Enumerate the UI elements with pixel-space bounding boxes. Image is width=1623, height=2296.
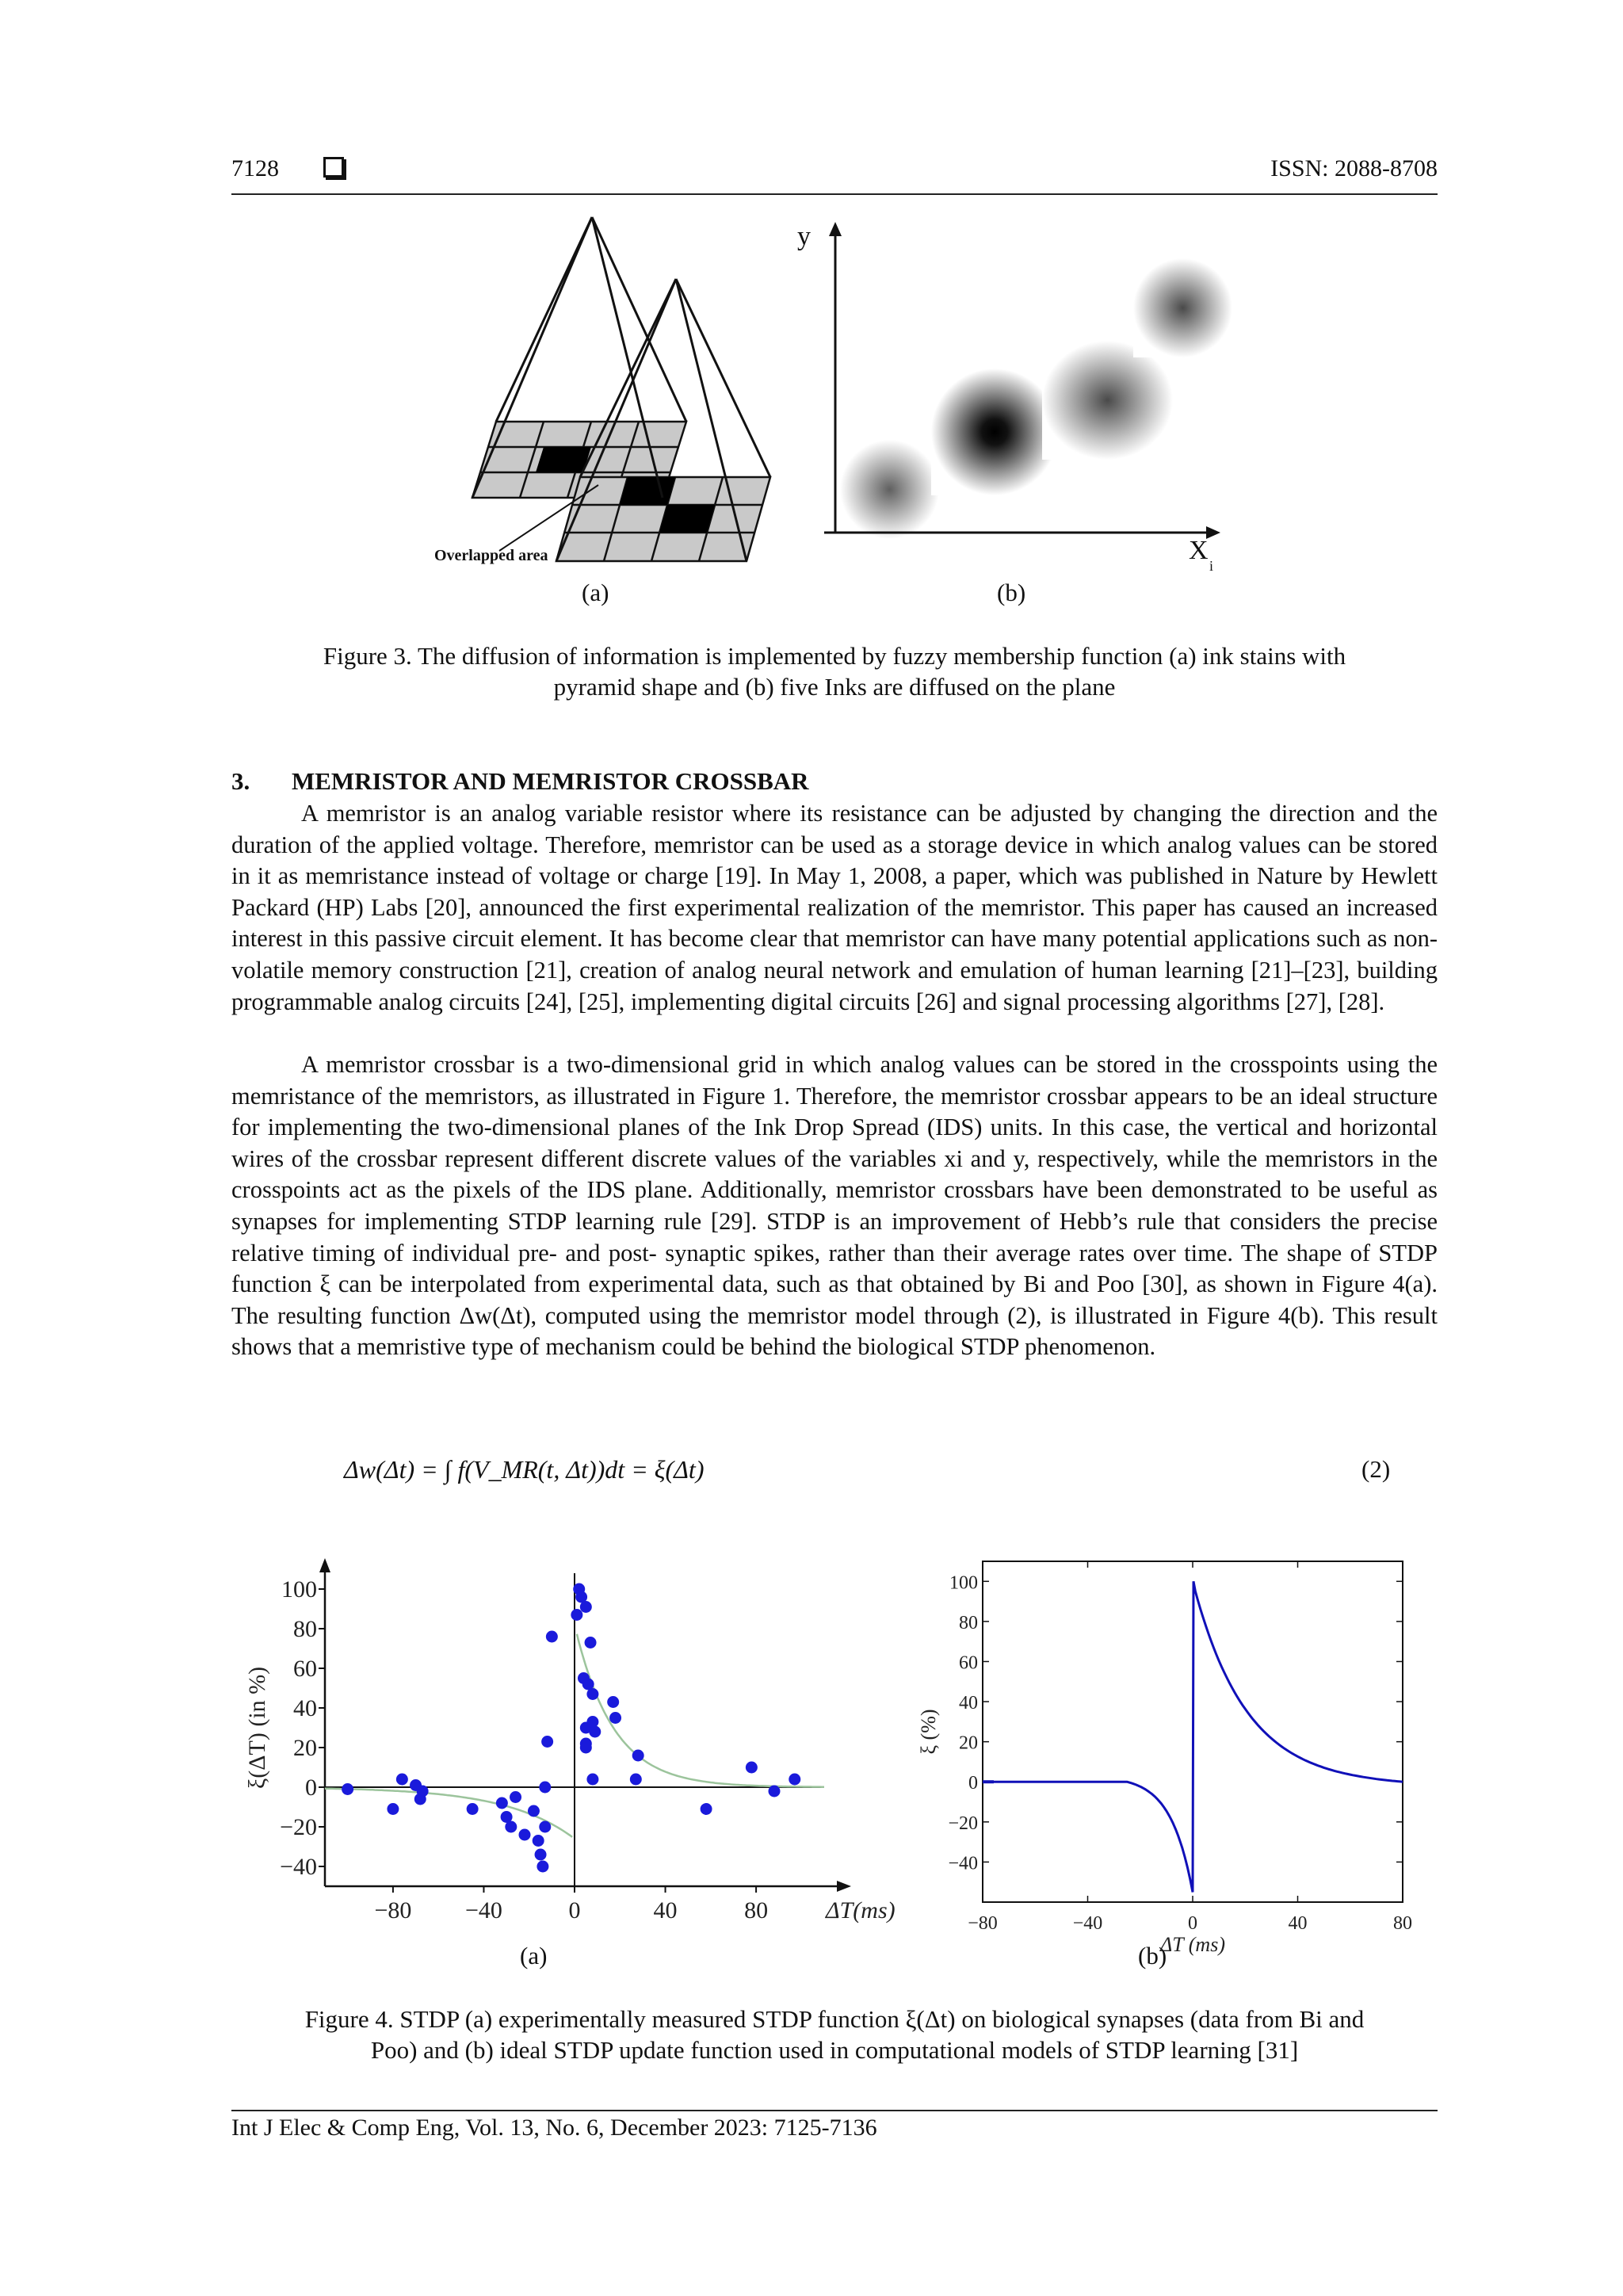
y-axis-arrow (829, 222, 842, 236)
x-tick-label: 40 (653, 1897, 678, 1924)
y-tick-label: −20 (280, 1814, 317, 1840)
x-tick-label: 80 (1393, 1913, 1412, 1934)
data-point (580, 1601, 592, 1613)
axis-x-subscript: i (1209, 558, 1214, 574)
front-grid (556, 477, 770, 561)
data-point (533, 1835, 544, 1847)
data-point (571, 1609, 582, 1621)
figure3-sublabel-b: (b) (997, 579, 1026, 606)
data-point (789, 1774, 800, 1786)
figure4a-scatter-chart (238, 1545, 896, 1950)
y-tick-label: 100 (281, 1576, 317, 1603)
y-tick-label: 20 (293, 1735, 317, 1761)
journal-issn: ISSN: 2088-8708 (1270, 155, 1438, 181)
data-point (585, 1637, 597, 1648)
data-point (496, 1797, 508, 1809)
page-number: 7128 (231, 155, 279, 181)
figure4-caption-line2: Poo) and (b) ideal STDP update function used in computational models of STDP learning [31] (370, 2036, 1299, 2064)
x-tick-label: 80 (744, 1897, 769, 1924)
ink-stain-2 (931, 369, 1058, 495)
y-tick-label: −40 (280, 1854, 317, 1880)
data-point (519, 1829, 531, 1841)
header-square-icon (323, 157, 344, 178)
ink-stain-4 (1133, 258, 1232, 357)
y-axis-arrow (319, 1558, 330, 1572)
x-axis-arrow (837, 1881, 851, 1892)
figure4-caption-line1: Figure 4. STDP (a) experimentally measured STDP function ξ(Δt) on biological synapses (data from Bi and (304, 2005, 1365, 2033)
paragraph-2: A memristor crossbar is a two-dimensional grid in which analog values can be stored in the crosspoints using the memristance of the memristors, as illustrated in Figure 1. Therefore, the memristor crossbar appears to be an ideal structure for implementing the two-dimensional planes of the Ink Drop Spread (IDS) units. In this case, the vertical and horizontal wires of the crossbar represent different discrete values of the variables xi and y, respectively, while the memristors in the crosspoints act as the pixels of the IDS plane. Additionally, memristor crossbars have been demonstrated to be useful as synapses for implementing STDP learning rule [29]. STDP is an improvement of Hebb’s rule that considers the precise relative timing of individual pre- and post- synaptic spikes, rather than their average rates over time. The shape of STDP function ξ can be interpolated from experimental data, such as that obtained by Bi and Poo [30], as shown in Figure 4(a). The resulting function Δw(Δt), computed using the memristor model through (2), is illustrated in Figure 4(b). This result shows that a memristive type of mechanism could be behind the biological STDP phenomenon. (231, 1051, 1438, 1361)
x-tick-label: 40 (1288, 1913, 1308, 1934)
footer-citation: Int J Elec & Comp Eng, Vol. 13, No. 6, December 2023: 7125-7136 (231, 2115, 877, 2141)
y-tick-label: 60 (293, 1656, 317, 1682)
stdp-curve (983, 1581, 1403, 1892)
data-point (539, 1821, 551, 1833)
data-point (630, 1774, 642, 1786)
figure3-caption-line2: pyramid shape and (b) five Inks are diffused on the plane (553, 673, 1116, 701)
data-point (586, 1716, 598, 1728)
data-point (589, 1726, 601, 1738)
paragraph-1: A memristor is an analog variable resistor where its resistance can be adjusted by changing the direction and the duration of the applied voltage. Therefore, memristor can be used as a storage device in which analog values can be stored in it as memristance instead of voltage or charge [19]. In May 1, 2008, a paper, which was published in Nature by Hewlett Packard (HP) Labs [20], announced the first experimental realization of the memristor. This paper has caused an increased interest in this passive circuit element. It has become clear that memristor can have many potential applications such as non-volatile memory construction [21], creation of analog neural network and emulation of human learning [21]–[23], building programmable analog circuits [24], [25], implementing digital circuits [26] and signal processing algorithms [27], [28]. (231, 800, 1438, 1015)
fit-curve-positive (577, 1634, 824, 1787)
y-tick-label: 0 (968, 1773, 978, 1794)
figure3-caption (231, 640, 1438, 702)
data-point (546, 1631, 558, 1643)
figure3-sublabel-a: (a) (582, 579, 609, 606)
data-point (607, 1696, 619, 1708)
x-tick-label: −80 (968, 1913, 998, 1934)
footer-rule (231, 2110, 1438, 2111)
x-tick-label: 0 (1188, 1913, 1197, 1934)
data-point (510, 1791, 521, 1803)
data-point (586, 1688, 598, 1700)
section-heading (231, 767, 809, 796)
x-tick-label: −40 (1072, 1913, 1103, 1934)
data-point (467, 1803, 479, 1815)
equation-number: (2) (1361, 1455, 1391, 1483)
x-axis-label: ΔT (ms) (1160, 1933, 1225, 1956)
x-tick-label: 0 (568, 1897, 581, 1924)
figure3a-pyramid-diagram (428, 208, 792, 572)
x-tick-label: −80 (374, 1897, 412, 1924)
y-tick-label: 80 (959, 1612, 978, 1633)
section-number: 3. (231, 767, 250, 795)
y-tick-label: 40 (959, 1693, 978, 1714)
data-point (769, 1786, 781, 1797)
y-tick-label: 60 (959, 1652, 978, 1674)
y-tick-label: −40 (948, 1853, 978, 1874)
axis-y-label: y (797, 222, 811, 251)
y-axis-label: ξ(ΔT) (in %) (244, 1666, 270, 1790)
figure3b-ink-diffusion (800, 222, 1244, 579)
figure3-caption-line1: Figure 3. The diffusion of information is implemented by fuzzy membership function (a) ink stains with (323, 642, 1346, 670)
y-tick-label: 40 (293, 1695, 317, 1721)
data-point (609, 1712, 621, 1724)
data-point (539, 1782, 551, 1794)
data-point (387, 1803, 399, 1815)
data-point (586, 1774, 598, 1786)
x-tick-label: −40 (464, 1897, 502, 1924)
data-point (632, 1750, 644, 1762)
figure4-sublabel-a: (a) (520, 1942, 548, 1969)
data-point (580, 1742, 592, 1754)
data-point (535, 1849, 547, 1861)
data-point (342, 1783, 353, 1795)
y-tick-label: −20 (948, 1813, 978, 1834)
data-point (541, 1736, 553, 1748)
data-point (417, 1786, 429, 1797)
figure4b-line-chart (903, 1553, 1419, 1956)
data-point (746, 1762, 758, 1774)
data-point (701, 1803, 712, 1815)
header-rule (231, 193, 1438, 195)
y-tick-label: 80 (293, 1616, 317, 1642)
y-tick-label: 20 (959, 1733, 978, 1754)
y-tick-label: 0 (305, 1775, 317, 1801)
data-point (396, 1774, 408, 1786)
ink-stain-1 (840, 440, 939, 539)
overlapped-area-label: Overlapped area (434, 547, 548, 564)
data-point (505, 1821, 517, 1833)
ink-stain-3 (1042, 341, 1173, 460)
data-point (537, 1861, 548, 1873)
x-axis-arrow (1206, 526, 1220, 539)
data-point (528, 1805, 540, 1817)
figure4-sublabel-b: (b) (1138, 1942, 1167, 1969)
axis-x-label: X (1189, 536, 1209, 565)
y-tick-label: 100 (949, 1572, 978, 1594)
section-title: MEMRISTOR AND MEMRISTOR CROSSBAR (292, 767, 809, 795)
x-axis-label: ΔT(ms) (826, 1897, 896, 1924)
y-axis-label: ξ (%) (917, 1709, 940, 1755)
figure4-caption (231, 2004, 1438, 2065)
equation-2: Δw(Δt) = ∫ f(V_MR(t, Δt))dt = ξ(Δt) (344, 1455, 705, 1484)
